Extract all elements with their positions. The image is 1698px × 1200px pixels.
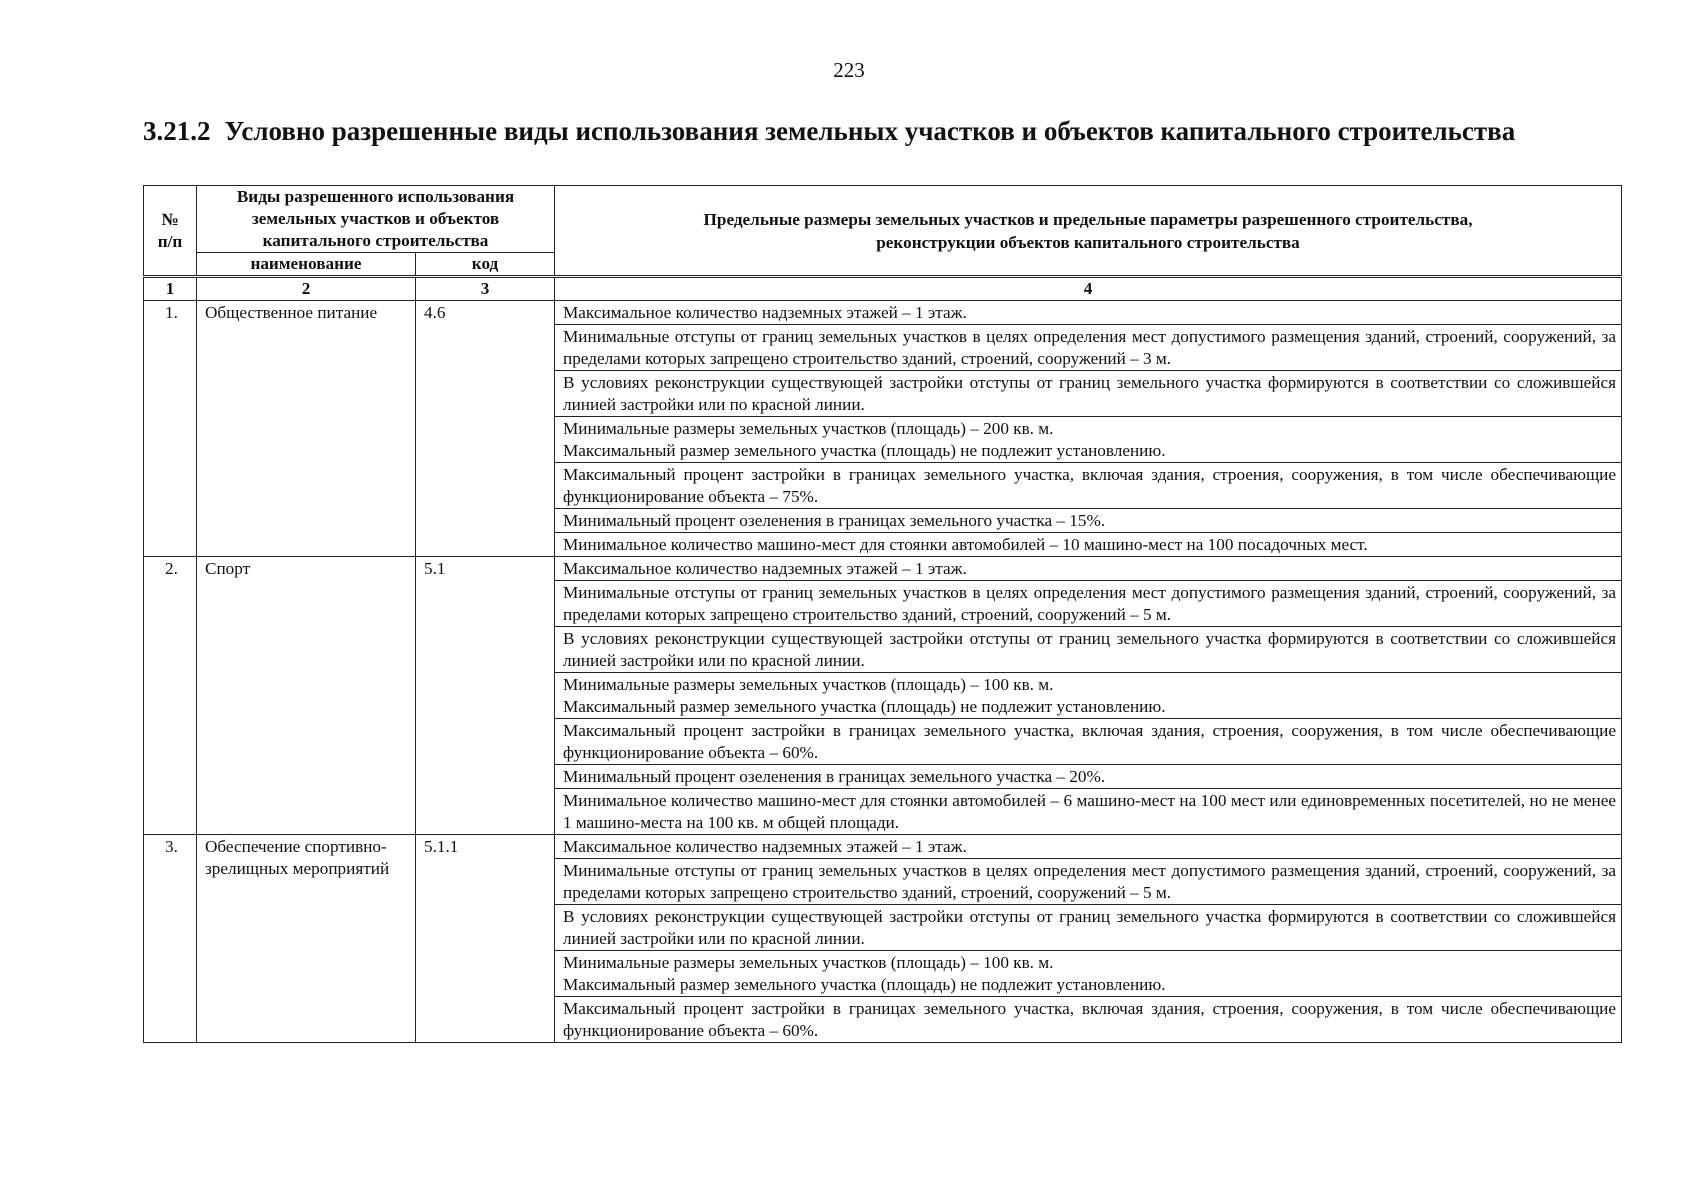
parameter-cell [555,627,1622,673]
header-parameters: Предельные размеры земельных участков и предельные параметры разрешенного строительства, реконструкции объектов капитального строительства [555,186,1622,277]
parameter-cell [555,581,1622,627]
parameter-text: Минимальные отступы от границ земельных участков в целях определения мест допустимого размещения зданий, строений, сооружений, за пределами которых запрещено строительство зданий, строений, сооружений – 3 м. [563,327,1617,368]
parameter-text: В условиях реконструкции существующей застройки отступы от границ земельного участка формируются в соответствии со сложившейся линией застройки или по красной линии. [563,373,1617,414]
table-header [144,186,1622,301]
section-title: Условно разрешенные виды использования земельных участков и объектов капитального строительства [224,116,1516,146]
parameter-text: В условиях реконструкции существующей застройки отступы от границ земельного участка формируются в соответствии со сложившейся линией застройки или по красной линии. [563,907,1617,948]
row-number: 1. [144,301,197,557]
parameter-text: В условиях реконструкции существующей застройки отступы от границ земельного участка формируются в соответствии со сложившейся линией застройки или по красной линии. [563,629,1617,670]
table-body [144,301,1622,1043]
section-heading [143,116,1515,147]
parameter-cell [555,371,1622,417]
row-number: 3. [144,835,197,1043]
parameter-text: Минимальные размеры земельных участков (площадь) – 100 кв. м. [563,953,1054,972]
row-number: 2. [144,557,197,835]
parameter-text: Минимальные размеры земельных участков (площадь) – 100 кв. м. [563,675,1054,694]
parameter-cell [555,789,1622,835]
column-number: 2 [197,277,416,301]
parameter-cell [555,951,1622,997]
header-name: наименование [197,253,416,277]
parameter-cell [555,905,1622,951]
table-row [144,835,1622,859]
use-code: 5.1 [416,557,555,835]
parameter-text: Максимальный процент застройки в границах земельного участка, включая здания, строения, сооружения, в том числе обеспечивающие функционирование объекта – 60%. [563,999,1617,1040]
parameter-cell [555,533,1622,557]
parameter-text: Максимальный процент застройки в границах земельного участка, включая здания, строения, сооружения, в том числе обеспечивающие функционирование объекта – 60%. [563,721,1617,762]
parameter-cell [555,673,1622,719]
parameter-cell [555,509,1622,533]
parameter-text: Минимальное количество машино-мест для стоянки автомобилей – 10 машино-мест на 100 посадочных мест. [563,535,1368,554]
use-name: Общественное питание [197,301,416,557]
use-code: 4.6 [416,301,555,557]
section-number: 3.21.2 [143,116,211,146]
parameter-text: Максимальный размер земельного участка (площадь) не подлежит установлению. [563,441,1166,460]
parameter-cell [555,325,1622,371]
column-number: 4 [555,277,1622,301]
parameter-cell [555,417,1622,463]
parameter-text: Минимальные отступы от границ земельных участков в целях определения мест допустимого размещения зданий, строений, сооружений, за пределами которых запрещено строительство зданий, строений, сооружений – 5 м. [563,583,1617,624]
use-code: 5.1.1 [416,835,555,1043]
parameter-cell [555,301,1622,325]
parameter-cell [555,463,1622,509]
table-row [144,557,1622,581]
use-name: Обеспечение спортивно-зрелищных мероприятий [197,835,416,1043]
parameter-cell [555,765,1622,789]
header-code: код [416,253,555,277]
parameter-cell [555,557,1622,581]
parameter-cell [555,835,1622,859]
column-numbers-row [144,277,1622,301]
parameter-text: Максимальный размер земельного участка (площадь) не подлежит установлению. [563,697,1166,716]
parameter-cell [555,997,1622,1043]
parameter-text: Максимальное количество надземных этажей – 1 этаж. [563,303,967,322]
permitted-use-table [143,185,1622,1043]
header-row-number: № п/п [144,186,197,277]
parameter-text: Максимальный размер земельного участка (площадь) не подлежит установлению. [563,975,1166,994]
parameter-text: Минимальный процент озеленения в границах земельного участка – 15%. [563,511,1106,530]
parameter-text: Минимальные отступы от границ земельных участков в целях определения мест допустимого размещения зданий, строений, сооружений, за пределами которых запрещено строительство зданий, строений, сооружений – 5 м. [563,861,1617,902]
parameter-text: Максимальное количество надземных этажей – 1 этаж. [563,559,967,578]
parameter-text: Минимальные размеры земельных участков (площадь) – 200 кв. м. [563,419,1054,438]
parameter-text: Минимальный процент озеленения в границах земельного участка – 20%. [563,767,1106,786]
page-number: 223 [833,58,865,82]
header-use-types: Виды разрешенного использования земельных участков и объектов капитального строительства [197,186,555,253]
column-number: 3 [416,277,555,301]
column-number: 1 [144,277,197,301]
parameter-text: Максимальное количество надземных этажей – 1 этаж. [563,837,967,856]
parameter-text: Минимальное количество машино-мест для стоянки автомобилей – 6 машино-мест на 100 мест или единовременных посетителей, но не менее 1 машино-места на 100 кв. м общей площади. [563,791,1617,832]
parameter-cell [555,719,1622,765]
parameter-text: Максимальный процент застройки в границах земельного участка, включая здания, строения, сооружения, в том числе обеспечивающие функционирование объекта – 75%. [563,465,1617,506]
use-name: Спорт [197,557,416,835]
parameter-cell [555,859,1622,905]
table-row [144,301,1622,325]
